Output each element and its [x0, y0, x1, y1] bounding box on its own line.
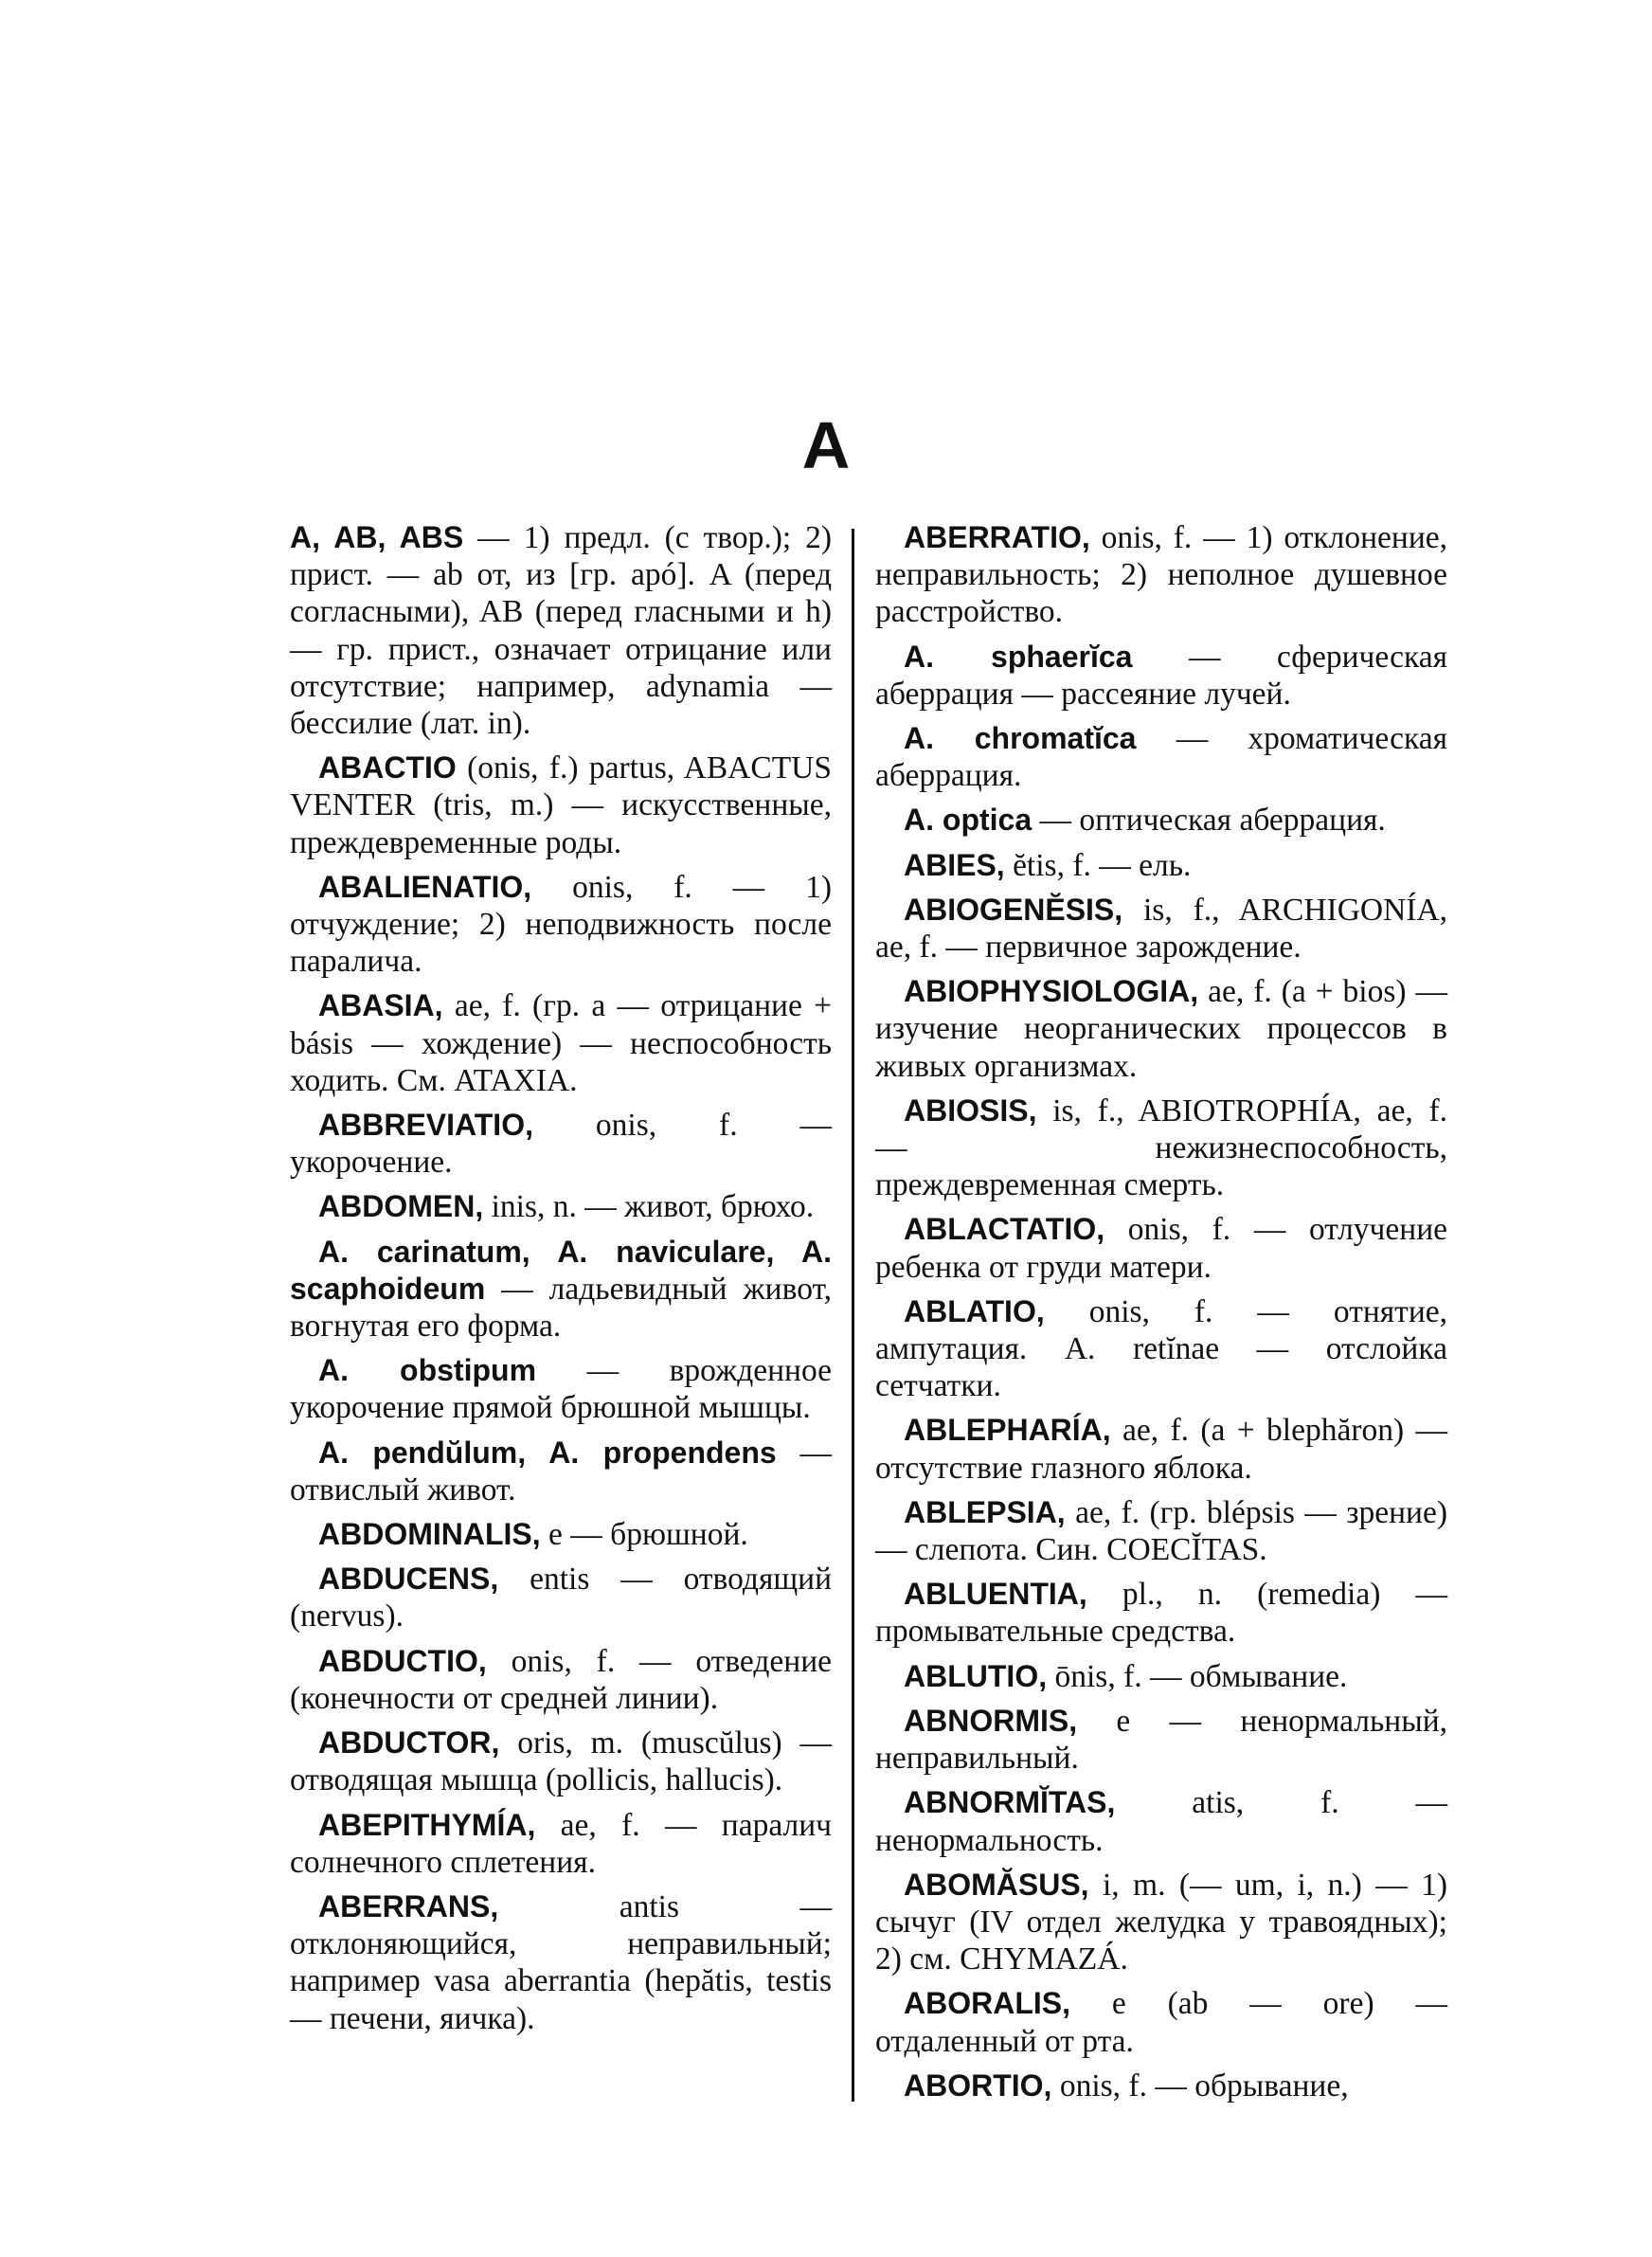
entry-text: ae, f. (a + blephăron) — отсутствие глазного яблока.	[875, 1413, 1447, 1486]
entry-headword: A. pendŭlum, A. propendens	[318, 1435, 777, 1470]
entry-headword: ABIOPHYSIOLOGIA,	[904, 974, 1199, 1009]
dictionary-entry	[875, 1293, 1447, 1405]
entry-text: e — ненормальный, неправильный.	[875, 1703, 1447, 1777]
entry-headword: ABIES,	[904, 847, 1005, 882]
dictionary-entry	[875, 519, 1447, 631]
entry-headword: A. chromatĭca	[904, 721, 1137, 756]
dictionary-entry	[875, 1576, 1447, 1650]
entry-headword: ABOMĂSUS,	[904, 1867, 1089, 1902]
entry-text: ae, f. (гр. blépsis — зрение) — слепота. Син. COECĬTAS.	[875, 1494, 1447, 1568]
entry-headword: A. obstipum	[318, 1353, 537, 1388]
entry-text: — врожденное укорочение прямой брюшной мышцы.	[290, 1353, 833, 1426]
entry-text: ōnis, f. — обмывание.	[1054, 1658, 1348, 1694]
column-divider	[852, 529, 854, 2102]
entry-headword: ABLATIO,	[904, 1293, 1045, 1328]
entry-headword: ABORALIS,	[904, 1986, 1070, 2021]
entry-text: antis — отклоняющийся, неправильный; например vasa aberrantia (hepătis, testis — печени, яичка).	[290, 1888, 832, 2036]
entry-text: onis, f. — обрывание,	[1059, 2067, 1349, 2104]
right-column	[875, 519, 1447, 2112]
entry-headword: ABEPITHYMÍA,	[318, 1807, 536, 1842]
entry-headword: ABALIENATIO,	[318, 869, 532, 904]
dictionary-entry	[875, 720, 1447, 794]
entry-headword: A, AB, ABS	[290, 520, 464, 554]
entry-text: is, f., ARCHIGONÍA, ae, f. — первичное зарождение.	[875, 892, 1447, 966]
entry-text: pl., n. (remedia) — промывательные средства.	[875, 1577, 1447, 1650]
entry-headword: ABNORMĬTAS,	[904, 1785, 1116, 1820]
entry-text: — оптическая аберрация.	[1039, 803, 1386, 839]
entry-text: — ладьевидный живот, вогнутая его форма.	[290, 1271, 833, 1345]
entry-text: i, m. (— um, i, n.) — 1) сычуг (IV отдел желудка у травоядных); 2) см. CHYMAZÁ.	[875, 1867, 1447, 1977]
entry-headword: ABLEPSIA,	[904, 1494, 1066, 1529]
dictionary-entry	[290, 987, 832, 1099]
entry-text: onis, f. — отведение (конечности от средней линии).	[290, 1643, 833, 1716]
dictionary-entry	[875, 1867, 1447, 1978]
entry-text: ae, f. (гр. a — отрицание + básis — хождение) — неспособность ходить. См. ATAXIA.	[290, 988, 833, 1098]
entry-headword: ABORTIO,	[904, 2067, 1052, 2103]
dictionary-entry	[875, 639, 1447, 713]
dictionary-entry	[290, 1516, 832, 1553]
entry-headword: ABLACTATIO,	[904, 1212, 1105, 1247]
entry-headword: ABNORMIS,	[904, 1703, 1078, 1738]
dictionary-entry	[875, 1412, 1447, 1486]
entry-headword: ABACTIO	[318, 750, 457, 785]
entry-text: ae, f. — паралич солнечного сплетения.	[290, 1807, 832, 1880]
entry-headword: ABLUENTIA,	[904, 1577, 1087, 1612]
entry-text: e — брюшной.	[548, 1517, 748, 1553]
entry-headword: ABIOSIS,	[904, 1092, 1037, 1128]
dictionary-entry	[875, 973, 1447, 1085]
dictionary-entry	[290, 519, 832, 742]
left-column	[290, 519, 832, 2045]
dictionary-entry	[875, 1784, 1447, 1858]
entry-text: — отвислый живот.	[290, 1435, 832, 1508]
entry-text: is, f., ABIOTROPHÍA, ae, f. — нежизнеспособность, преждевременная смерть.	[875, 1092, 1447, 1203]
entry-text: — хроматическая аберрация.	[875, 721, 1448, 794]
entry-text: onis, f. — укорочение.	[290, 1108, 833, 1181]
entry-headword: ABIOGENĔSIS,	[904, 892, 1123, 927]
dictionary-entry	[290, 1643, 832, 1717]
entry-headword: ABLEPHARÍA,	[904, 1413, 1111, 1448]
dictionary-entry	[875, 2067, 1447, 2104]
entry-text: — 1) предл. (с твор.); 2) прист. — ab от, из [гр. apó]. A (перед согласными), AB (перед гласными и h) — гр. прист., означает отрицание или отсутствие; например, adynamia — бессилие (лат. in).	[290, 520, 833, 742]
entry-headword: ABDOMEN,	[318, 1189, 484, 1224]
dictionary-entry	[290, 1188, 832, 1225]
dictionary-entry	[290, 1107, 832, 1181]
dictionary-entry	[290, 1807, 832, 1881]
entry-text: — сферическая аберрация — рассеяние лучей.	[875, 639, 1448, 712]
entry-headword: A. sphaerĭca	[904, 639, 1133, 674]
dictionary-entry	[290, 1561, 832, 1634]
dictionary-entry	[875, 802, 1447, 839]
dictionary-entry	[290, 1234, 832, 1345]
entry-text: ae, f. (a + bios) — изучение неорганических процессов в живых организмах.	[875, 974, 1448, 1084]
section-letter: A	[801, 408, 851, 482]
dictionary-entry	[290, 1888, 832, 2037]
dictionary-entry	[290, 869, 832, 981]
entry-headword: ABERRANS,	[318, 1888, 499, 1923]
entry-headword: A. carinatum, A. naviculare, A. scaphoideum	[290, 1234, 832, 1306]
entry-headword: ABLUTIO,	[904, 1658, 1048, 1693]
dictionary-entry	[875, 1211, 1447, 1285]
entry-headword: ABDUCTIO,	[318, 1643, 487, 1678]
entry-text: onis, f. — отлучение ребенка от груди матери.	[875, 1212, 1447, 1285]
entry-text: onis, f. — отнятие, ампутация. A. retĭnae — отслойка сетчатки.	[875, 1293, 1447, 1404]
entry-text: onis, f. — 1) отчуждение; 2) неподвижность после паралича.	[290, 869, 833, 980]
entry-headword: ABDUCTOR,	[318, 1725, 500, 1760]
entry-headword: ABBREVIATIO,	[318, 1108, 533, 1143]
dictionary-entry	[875, 1985, 1447, 2059]
dictionary-entry	[875, 847, 1447, 884]
dictionary-entry	[875, 892, 1447, 966]
entry-text: e (ab — ore) — отдаленный от рта.	[875, 1986, 1448, 2059]
dictionary-entry	[290, 1352, 832, 1426]
entry-text: ĕtis, f. — ель.	[1013, 847, 1192, 883]
entry-text: onis, f. — 1) отклонение, неправильность; 2) неполное душевное расстройство.	[875, 520, 1447, 630]
dictionary-entry	[290, 749, 832, 861]
dictionary-entry	[875, 1658, 1447, 1695]
entry-headword: ABASIA,	[318, 988, 443, 1023]
dictionary-entry	[290, 1724, 832, 1798]
entry-headword: ABDOMINALIS,	[318, 1517, 541, 1552]
entry-text: inis, n. — живот, брюхо.	[491, 1189, 815, 1225]
dictionary-entry	[875, 1092, 1447, 1204]
dictionary-entry	[875, 1494, 1447, 1568]
dictionary-entry	[290, 1435, 832, 1508]
entry-headword: A. optica	[904, 803, 1032, 838]
entry-text: (onis, f.) partus, ABACTUS VENTER (tris, m.) — искусственные, преждевременные роды.	[290, 750, 832, 860]
dictionary-entry	[875, 1703, 1447, 1777]
entry-headword: ABDUCENS,	[318, 1562, 499, 1597]
entry-text: atis, f. — ненормальность.	[875, 1785, 1447, 1858]
entry-headword: ABERRATIO,	[904, 520, 1090, 554]
entry-text: oris, m. (muscŭlus) — отводящая мышца (pollicis, hallucis).	[290, 1725, 832, 1798]
entry-text: entis — отводящий (nervus).	[290, 1562, 832, 1634]
